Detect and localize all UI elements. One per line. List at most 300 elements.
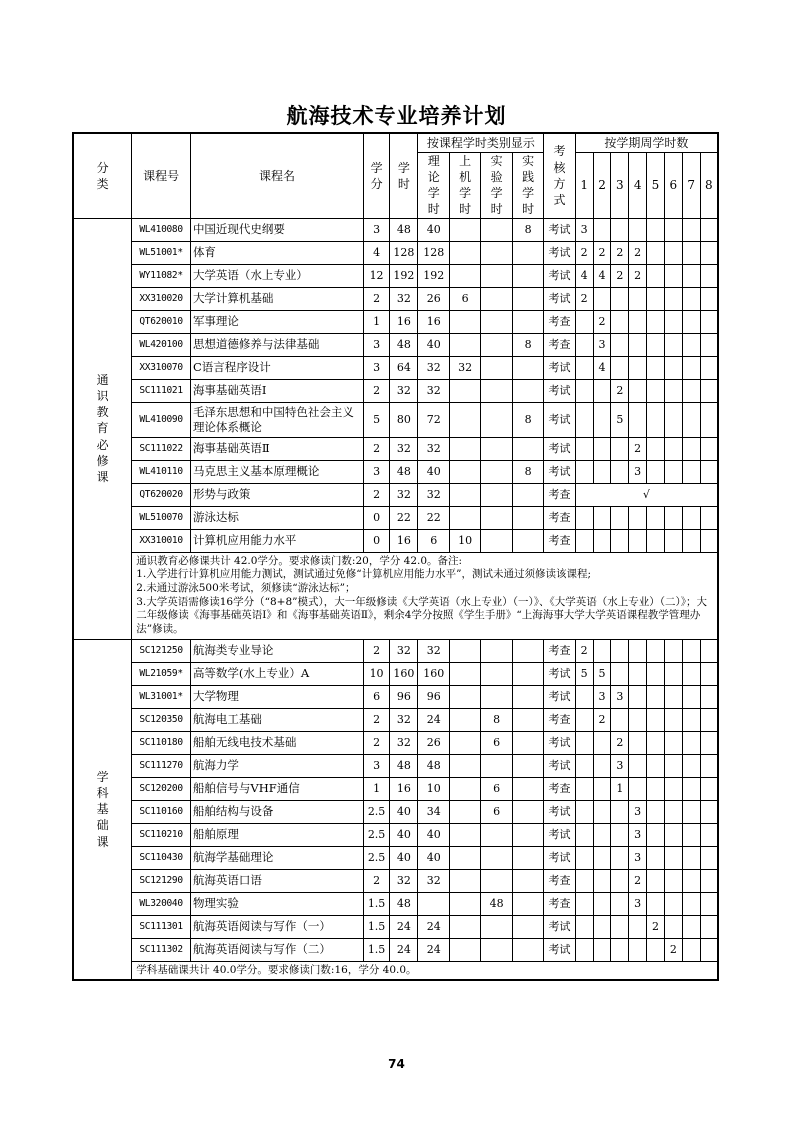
semester-1-hours bbox=[575, 379, 593, 402]
semester-2-hours bbox=[593, 800, 611, 823]
course-hours: 24 bbox=[390, 938, 418, 961]
course-name: 航海英语口语 bbox=[190, 869, 363, 892]
semester-4-hours bbox=[629, 777, 647, 800]
practice-hours: 8 bbox=[512, 218, 543, 241]
semester-1-hours bbox=[575, 708, 593, 731]
semester-8-hours bbox=[700, 754, 718, 777]
theory-hours: 32 bbox=[418, 869, 449, 892]
lab-hours bbox=[481, 506, 512, 529]
course-row bbox=[73, 264, 718, 287]
theory-hours: 24 bbox=[418, 708, 449, 731]
semester-8-hours bbox=[700, 333, 718, 356]
theory-hours: 128 bbox=[418, 241, 449, 264]
course-name: 大学计算机基础 bbox=[190, 287, 363, 310]
computer-hours bbox=[449, 460, 480, 483]
computer-hours bbox=[449, 483, 480, 506]
course-credits: 3 bbox=[363, 754, 389, 777]
computer-hours bbox=[449, 823, 480, 846]
semester-5-hours bbox=[647, 800, 665, 823]
course-credits: 2 bbox=[363, 708, 389, 731]
course-name: 形势与政策 bbox=[190, 483, 363, 506]
course-name: 体育 bbox=[190, 241, 363, 264]
course-code: SC110210 bbox=[132, 823, 191, 846]
computer-hours bbox=[449, 662, 480, 685]
course-hours: 40 bbox=[390, 800, 418, 823]
semester-3-hours bbox=[611, 708, 629, 731]
semester-7-hours bbox=[682, 333, 700, 356]
semester-2-hours: 4 bbox=[593, 356, 611, 379]
practice-hours: 8 bbox=[512, 333, 543, 356]
course-row bbox=[73, 639, 718, 662]
semester-2-hours bbox=[593, 823, 611, 846]
course-row bbox=[73, 437, 718, 460]
course-code: SC111021 bbox=[132, 379, 191, 402]
theory-hours bbox=[418, 892, 449, 915]
category-label: 学科基础课 bbox=[73, 639, 132, 980]
course-row bbox=[73, 483, 718, 506]
semester-4-hours bbox=[629, 639, 647, 662]
lab-hours bbox=[481, 529, 512, 552]
course-row bbox=[73, 506, 718, 529]
semester-2-hours bbox=[593, 437, 611, 460]
semester-6-hours bbox=[664, 869, 682, 892]
course-name: 航海英语阅读与写作（一） bbox=[190, 915, 363, 938]
semester-7-hours bbox=[682, 938, 700, 961]
course-row bbox=[73, 938, 718, 961]
semester-5-hours bbox=[647, 754, 665, 777]
computer-hours bbox=[449, 731, 480, 754]
course-row bbox=[73, 800, 718, 823]
lab-hours bbox=[481, 264, 512, 287]
course-name: C语言程序设计 bbox=[190, 356, 363, 379]
practice-hours bbox=[512, 379, 543, 402]
course-row bbox=[73, 777, 718, 800]
course-code: SC121250 bbox=[132, 639, 191, 662]
course-credits: 4 bbox=[363, 241, 389, 264]
summary-line: 3.大学英语需修读16学分（“8+8”模式），大一年级修读《大学英语（水上专业）（一）》、《大学英语（水上专业）（二）》；大二年级修读《海事基础英语Ⅰ》和《海事基础英语Ⅱ》，剩余4学分按照《学生手册》“上海海事大学大学英语课程教学管理办法”修读。 bbox=[136, 595, 707, 635]
practice-hours: 8 bbox=[512, 402, 543, 437]
header-theory-hours: 理论学时 bbox=[418, 152, 449, 218]
course-hours: 24 bbox=[390, 915, 418, 938]
semester-1-hours: 4 bbox=[575, 264, 593, 287]
semester-7-hours bbox=[682, 754, 700, 777]
course-row bbox=[73, 241, 718, 264]
course-credits: 1.5 bbox=[363, 892, 389, 915]
semester-3-hours: 5 bbox=[611, 402, 629, 437]
semester-4-hours bbox=[629, 287, 647, 310]
semester-7-hours bbox=[682, 379, 700, 402]
semester-6-hours bbox=[664, 800, 682, 823]
semester-8-hours bbox=[700, 938, 718, 961]
theory-hours: 24 bbox=[418, 915, 449, 938]
semester-5-hours bbox=[647, 379, 665, 402]
semester-1-hours bbox=[575, 506, 593, 529]
course-name: 船舶信号与VHF通信 bbox=[190, 777, 363, 800]
course-code: SC111302 bbox=[132, 938, 191, 961]
theory-hours: 32 bbox=[418, 639, 449, 662]
theory-hours: 40 bbox=[418, 218, 449, 241]
lab-hours bbox=[481, 437, 512, 460]
semester-2-hours bbox=[593, 869, 611, 892]
theory-hours: 192 bbox=[418, 264, 449, 287]
section-summary bbox=[132, 552, 718, 639]
lab-hours: 6 bbox=[481, 777, 512, 800]
course-code: WL410080 bbox=[132, 218, 191, 241]
semester-3-hours bbox=[611, 823, 629, 846]
course-code: QT620020 bbox=[132, 483, 191, 506]
computer-hours bbox=[449, 800, 480, 823]
course-row bbox=[73, 708, 718, 731]
semester-8-hours bbox=[700, 241, 718, 264]
semester-6-hours bbox=[664, 777, 682, 800]
exam-method: 考试 bbox=[544, 402, 575, 437]
semester-3-hours: 1 bbox=[611, 777, 629, 800]
section-summary-row bbox=[73, 552, 718, 639]
theory-hours: 40 bbox=[418, 460, 449, 483]
semester-2-hours bbox=[593, 379, 611, 402]
course-hours: 48 bbox=[390, 754, 418, 777]
semester-3-hours bbox=[611, 892, 629, 915]
theory-hours: 40 bbox=[418, 333, 449, 356]
practice-hours bbox=[512, 310, 543, 333]
practice-hours bbox=[512, 356, 543, 379]
course-code: WY11082* bbox=[132, 264, 191, 287]
semester-6-hours bbox=[664, 379, 682, 402]
semester-2-hours: 2 bbox=[593, 241, 611, 264]
header-semester-3: 3 bbox=[611, 152, 629, 218]
course-code: SC120350 bbox=[132, 708, 191, 731]
semester-6-hours bbox=[664, 662, 682, 685]
semester-3-hours bbox=[611, 662, 629, 685]
semester-5-hours bbox=[647, 731, 665, 754]
course-name: 航海英语阅读与写作（二） bbox=[190, 938, 363, 961]
course-hours: 64 bbox=[390, 356, 418, 379]
semester-7-hours bbox=[682, 708, 700, 731]
course-hours: 192 bbox=[390, 264, 418, 287]
semester-4-hours bbox=[629, 379, 647, 402]
course-hours: 16 bbox=[390, 529, 418, 552]
exam-method: 考查 bbox=[544, 639, 575, 662]
course-name: 军事理论 bbox=[190, 310, 363, 333]
course-row bbox=[73, 402, 718, 437]
semester-3-hours bbox=[611, 639, 629, 662]
theory-hours: 96 bbox=[418, 685, 449, 708]
semester-4-hours: 3 bbox=[629, 823, 647, 846]
semester-4-hours: 3 bbox=[629, 846, 647, 869]
computer-hours bbox=[449, 379, 480, 402]
computer-hours: 32 bbox=[449, 356, 480, 379]
exam-method: 考查 bbox=[544, 310, 575, 333]
computer-hours bbox=[449, 892, 480, 915]
lab-hours bbox=[481, 356, 512, 379]
semester-6-hours bbox=[664, 708, 682, 731]
exam-method: 考查 bbox=[544, 777, 575, 800]
header-credits: 学分 bbox=[363, 133, 389, 218]
lab-hours bbox=[481, 402, 512, 437]
course-row bbox=[73, 460, 718, 483]
semester-8-hours bbox=[700, 506, 718, 529]
semester-8-hours bbox=[700, 823, 718, 846]
semester-4-hours bbox=[629, 402, 647, 437]
course-credits: 2 bbox=[363, 287, 389, 310]
computer-hours bbox=[449, 241, 480, 264]
summary-line: 学科基础课共计 40.0学分。要求修读门数:16，学分 40.0。 bbox=[136, 963, 417, 976]
lab-hours bbox=[481, 685, 512, 708]
practice-hours bbox=[512, 529, 543, 552]
header-hours: 学时 bbox=[390, 133, 418, 218]
header-semester-2: 2 bbox=[593, 152, 611, 218]
semester-4-hours bbox=[629, 938, 647, 961]
semester-2-hours bbox=[593, 777, 611, 800]
summary-line: 通识教育必修课共计 42.0学分。要求修读门数:20，学分 42.0。备注: bbox=[136, 554, 463, 567]
course-name: 船舶原理 bbox=[190, 823, 363, 846]
course-hours: 32 bbox=[390, 437, 418, 460]
header-hours-by-type: 按课程学时类别显示 bbox=[418, 133, 544, 152]
lab-hours bbox=[481, 754, 512, 777]
semester-6-hours bbox=[664, 506, 682, 529]
header-exam-method: 考核方式 bbox=[544, 133, 575, 218]
semester-6-hours: 2 bbox=[664, 938, 682, 961]
semester-7-hours bbox=[682, 402, 700, 437]
semester-3-hours bbox=[611, 310, 629, 333]
course-name: 船舶结构与设备 bbox=[190, 800, 363, 823]
semester-3-hours bbox=[611, 938, 629, 961]
course-credits: 2 bbox=[363, 869, 389, 892]
semester-1-hours: 2 bbox=[575, 639, 593, 662]
semester-4-hours bbox=[629, 529, 647, 552]
semester-8-hours bbox=[700, 639, 718, 662]
semester-2-hours bbox=[593, 460, 611, 483]
semester-6-hours bbox=[664, 529, 682, 552]
semester-4-hours bbox=[629, 731, 647, 754]
semester-6-hours bbox=[664, 310, 682, 333]
course-row bbox=[73, 869, 718, 892]
semester-3-hours: 3 bbox=[611, 754, 629, 777]
header-semester-6: 6 bbox=[664, 152, 682, 218]
curriculum-table bbox=[72, 132, 719, 981]
semester-7-hours bbox=[682, 356, 700, 379]
header-weekly-hours-by-semester: 按学期周学时数 bbox=[575, 133, 718, 152]
semester-3-hours bbox=[611, 915, 629, 938]
semester-5-hours bbox=[647, 662, 665, 685]
category-label: 通识教育必修课 bbox=[73, 218, 132, 639]
page-number: 74 bbox=[388, 1057, 405, 1071]
semester-1-hours bbox=[575, 915, 593, 938]
theory-hours: 32 bbox=[418, 379, 449, 402]
computer-hours bbox=[449, 506, 480, 529]
theory-hours: 32 bbox=[418, 437, 449, 460]
computer-hours bbox=[449, 708, 480, 731]
semester-7-hours bbox=[682, 731, 700, 754]
semester-4-hours bbox=[629, 310, 647, 333]
semester-7-hours bbox=[682, 823, 700, 846]
semester-1-hours bbox=[575, 777, 593, 800]
exam-method: 考试 bbox=[544, 800, 575, 823]
semester-8-hours bbox=[700, 264, 718, 287]
course-credits: 0 bbox=[363, 529, 389, 552]
semester-3-hours: 2 bbox=[611, 264, 629, 287]
practice-hours bbox=[512, 915, 543, 938]
header-practice-hours: 实践学时 bbox=[512, 152, 543, 218]
computer-hours bbox=[449, 310, 480, 333]
section-summary bbox=[132, 961, 718, 980]
computer-hours bbox=[449, 685, 480, 708]
computer-hours bbox=[449, 938, 480, 961]
semester-3-hours bbox=[611, 506, 629, 529]
semester-6-hours bbox=[664, 287, 682, 310]
computer-hours bbox=[449, 402, 480, 437]
semester-2-hours bbox=[593, 218, 611, 241]
practice-hours bbox=[512, 437, 543, 460]
course-hours: 16 bbox=[390, 310, 418, 333]
semester-5-hours bbox=[647, 287, 665, 310]
course-hours: 32 bbox=[390, 639, 418, 662]
semester-8-hours bbox=[700, 869, 718, 892]
semester-2-hours bbox=[593, 938, 611, 961]
lab-hours bbox=[481, 915, 512, 938]
practice-hours bbox=[512, 639, 543, 662]
semester-6-hours bbox=[664, 460, 682, 483]
lab-hours bbox=[481, 460, 512, 483]
semester-6-hours bbox=[664, 915, 682, 938]
course-name: 航海力学 bbox=[190, 754, 363, 777]
semester-4-hours bbox=[629, 685, 647, 708]
header-semester-4: 4 bbox=[629, 152, 647, 218]
semester-5-hours bbox=[647, 938, 665, 961]
semester-4-hours: 2 bbox=[629, 241, 647, 264]
course-code: XX310020 bbox=[132, 287, 191, 310]
semester-6-hours bbox=[664, 218, 682, 241]
lab-hours bbox=[481, 483, 512, 506]
semester-5-hours bbox=[647, 402, 665, 437]
semester-8-hours bbox=[700, 731, 718, 754]
course-row bbox=[73, 754, 718, 777]
computer-hours bbox=[449, 915, 480, 938]
course-code: SC121290 bbox=[132, 869, 191, 892]
course-code: SC110160 bbox=[132, 800, 191, 823]
semester-4-hours bbox=[629, 662, 647, 685]
exam-method: 考查 bbox=[544, 483, 575, 506]
semester-7-hours bbox=[682, 892, 700, 915]
semester-1-hours bbox=[575, 529, 593, 552]
course-hours: 48 bbox=[390, 892, 418, 915]
semester-1-hours bbox=[575, 892, 593, 915]
course-hours: 32 bbox=[390, 869, 418, 892]
semester-7-hours bbox=[682, 218, 700, 241]
course-row bbox=[73, 731, 718, 754]
semester-1-hours bbox=[575, 823, 593, 846]
course-name: 航海类专业导论 bbox=[190, 639, 363, 662]
semester-3-hours bbox=[611, 218, 629, 241]
semester-8-hours bbox=[700, 287, 718, 310]
semester-6-hours bbox=[664, 846, 682, 869]
semester-4-hours: 3 bbox=[629, 800, 647, 823]
semester-5-hours: 2 bbox=[647, 915, 665, 938]
exam-method: 考查 bbox=[544, 708, 575, 731]
course-credits: 3 bbox=[363, 356, 389, 379]
exam-method: 考试 bbox=[544, 287, 575, 310]
course-name: 物理实验 bbox=[190, 892, 363, 915]
exam-method: 考试 bbox=[544, 938, 575, 961]
semester-8-hours bbox=[700, 379, 718, 402]
semester-2-hours: 3 bbox=[593, 685, 611, 708]
theory-hours: 40 bbox=[418, 846, 449, 869]
course-credits: 2 bbox=[363, 639, 389, 662]
course-name: 毛泽东思想和中国特色社会主义理论体系概论 bbox=[190, 402, 363, 437]
practice-hours bbox=[512, 869, 543, 892]
page-title: 航海技术专业培养计划 bbox=[286, 104, 507, 128]
header-category: 分类 bbox=[73, 133, 132, 218]
semester-8-hours bbox=[700, 460, 718, 483]
semester-4-hours bbox=[629, 356, 647, 379]
semester-7-hours bbox=[682, 460, 700, 483]
exam-method: 考试 bbox=[544, 218, 575, 241]
semester-8-hours bbox=[700, 310, 718, 333]
course-hours: 32 bbox=[390, 379, 418, 402]
exam-method: 考试 bbox=[544, 685, 575, 708]
course-row bbox=[73, 846, 718, 869]
semester-7-hours bbox=[682, 287, 700, 310]
practice-hours bbox=[512, 264, 543, 287]
course-credits: 10 bbox=[363, 662, 389, 685]
summary-line: 1.入学进行计算机应用能力测试，测试通过免修“计算机应用能力水平”，测试未通过须修读该课程; bbox=[136, 568, 592, 581]
exam-method: 考试 bbox=[544, 379, 575, 402]
course-row bbox=[73, 685, 718, 708]
semester-2-hours bbox=[593, 529, 611, 552]
header-semester-5: 5 bbox=[647, 152, 665, 218]
exam-method: 考试 bbox=[544, 241, 575, 264]
course-code: WL51001* bbox=[132, 241, 191, 264]
semester-1-hours bbox=[575, 938, 593, 961]
course-hours: 48 bbox=[390, 460, 418, 483]
semester-3-hours bbox=[611, 869, 629, 892]
course-credits: 1 bbox=[363, 777, 389, 800]
course-row bbox=[73, 379, 718, 402]
semester-3-hours bbox=[611, 437, 629, 460]
semester-5-hours bbox=[647, 356, 665, 379]
semester-7-hours bbox=[682, 662, 700, 685]
computer-hours bbox=[449, 777, 480, 800]
practice-hours bbox=[512, 241, 543, 264]
semester-2-hours bbox=[593, 402, 611, 437]
course-row bbox=[73, 915, 718, 938]
semester-7-hours bbox=[682, 685, 700, 708]
semester-3-hours bbox=[611, 529, 629, 552]
lab-hours bbox=[481, 287, 512, 310]
lab-hours bbox=[481, 639, 512, 662]
semester-5-hours bbox=[647, 823, 665, 846]
semester-1-hours: 3 bbox=[575, 218, 593, 241]
semester-8-hours bbox=[700, 892, 718, 915]
theory-hours: 72 bbox=[418, 402, 449, 437]
semester-5-hours bbox=[647, 708, 665, 731]
semester-5-hours bbox=[647, 460, 665, 483]
header-lab-hours: 实验学时 bbox=[481, 152, 512, 218]
semester-1-hours bbox=[575, 310, 593, 333]
lab-hours bbox=[481, 869, 512, 892]
semester-5-hours bbox=[647, 869, 665, 892]
semester-4-hours: 3 bbox=[629, 892, 647, 915]
semester-8-hours bbox=[700, 662, 718, 685]
semester-6-hours bbox=[664, 333, 682, 356]
course-credits: 1.5 bbox=[363, 938, 389, 961]
course-code: SC111301 bbox=[132, 915, 191, 938]
semester-3-hours bbox=[611, 333, 629, 356]
theory-hours: 160 bbox=[418, 662, 449, 685]
computer-hours bbox=[449, 639, 480, 662]
practice-hours bbox=[512, 754, 543, 777]
semester-1-hours bbox=[575, 869, 593, 892]
